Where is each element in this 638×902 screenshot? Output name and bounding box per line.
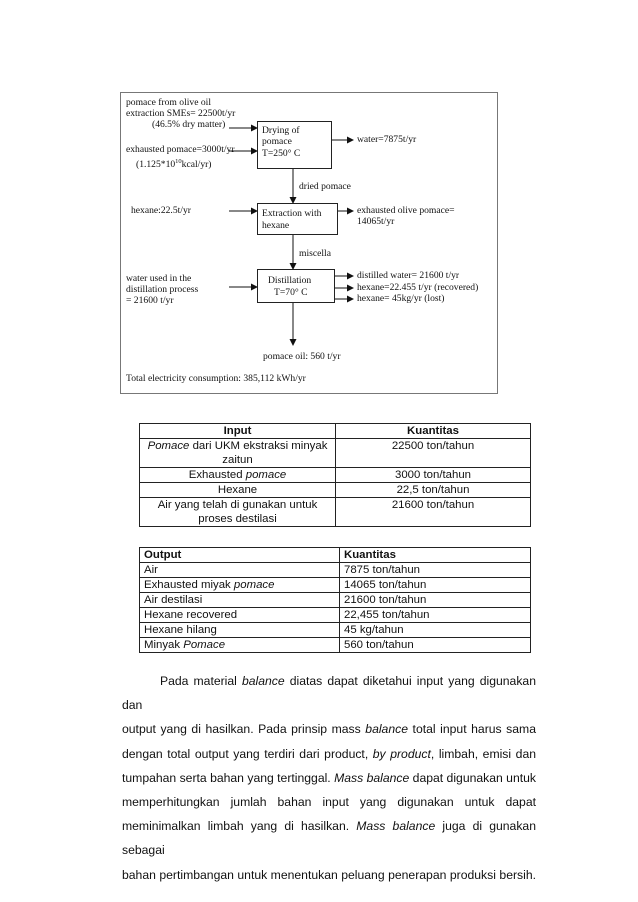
output-label: Air	[140, 563, 340, 578]
distillation-label-line2: T=70° C	[274, 287, 308, 298]
extraction-label-line2: hexane	[262, 220, 290, 231]
output-pomace-oil: pomace oil: 560 t/yr	[263, 351, 341, 362]
input-pomace-line1: pomace from olive oil	[126, 97, 211, 108]
output-hexane-lost: hexane= 45kg/yr (lost)	[357, 293, 445, 304]
input-label: Hexane	[140, 483, 336, 498]
table-row	[140, 638, 531, 653]
paragraph-line: output yang di hasilkan. Pada prinsip mass balance total input harus sama	[122, 722, 536, 737]
paragraph-line: tumpahan serta bahan yang tertinggal. Mass balance dapat digunakan untuk	[122, 770, 537, 785]
input-value: 3000 ton/tahun	[336, 468, 531, 483]
output-value: 21600 ton/tahun	[340, 593, 531, 608]
table-row	[140, 468, 531, 483]
output-label: Hexane recovered	[140, 608, 340, 623]
output-label: Hexane hilang	[140, 623, 340, 638]
output-header: Output	[140, 548, 340, 563]
input-table	[139, 423, 531, 527]
output-label: Exhausted miyak pomace	[140, 578, 340, 593]
input-value: 22,5 ton/tahun	[336, 483, 531, 498]
input-water-line3: = 21600 t/yr	[126, 295, 174, 306]
input-value: 21600 ton/tahun	[336, 498, 531, 527]
body-paragraph	[122, 669, 536, 887]
quantity-header: Kuantitas	[340, 548, 531, 563]
table-row	[140, 593, 531, 608]
electricity-consumption: Total electricity consumption: 385,112 kWh/yr	[126, 373, 306, 384]
output-exhausted-line1: exhausted olive pomace=	[357, 205, 455, 216]
input-exhausted-line2: $(1.125*10^{10}kcal/yr)$	[136, 158, 212, 170]
input-label: Exhausted pomace	[140, 468, 336, 483]
table-header-row	[140, 424, 531, 439]
output-hexane-recovered: hexane=22.455 t/yr (recovered)	[357, 282, 479, 293]
paragraph-line: meminimalkan limbah yang di hasilkan. Mass balance juga di gunakan sebagai	[122, 819, 536, 858]
input-pomace-line3: (46.5% dry matter)	[152, 119, 226, 130]
drying-label-line3: T=250° C	[262, 148, 301, 159]
mass-balance-diagram	[120, 92, 498, 394]
input-value: 22500 ton/tahun	[336, 439, 531, 468]
drying-label-line2: pomace	[262, 136, 292, 147]
input-water-line2: distillation process	[126, 284, 199, 295]
quantity-header: Kuantitas	[336, 424, 531, 439]
output-table	[139, 547, 531, 653]
paragraph-line: Pada material balance diatas dapat diketahui input yang digunakan dan	[122, 674, 536, 713]
output-distilled-water: distilled water= 21600 t/yr	[357, 270, 460, 281]
input-label: Air yang telah di gunakan untuk proses destilasi	[140, 498, 336, 527]
table-row	[140, 483, 531, 498]
paragraph-line: dengan total output yang terdiri dari product, by product, limbah, emisi dan	[122, 746, 537, 761]
distillation-label-line1: Distillation	[268, 275, 312, 286]
input-label: Pomace dari UKM ekstraksi minyak zaitun	[140, 439, 336, 468]
output-value: 7875 ton/tahun	[340, 563, 531, 578]
input-hexane: hexane:22.5t/yr	[131, 205, 191, 216]
output-value: 560 ton/tahun	[340, 638, 531, 653]
table-row	[140, 623, 531, 638]
output-value: 45 kg/tahun	[340, 623, 531, 638]
extraction-label-line1: Extraction with	[262, 208, 322, 219]
paragraph-line: memperhitungkan jumlah bahan input yang digunakan untuk dapat	[122, 795, 536, 810]
table-row	[140, 563, 531, 578]
table-row	[140, 578, 531, 593]
output-label: Air destilasi	[140, 593, 340, 608]
flow-dried-pomace: dried pomace	[299, 181, 351, 192]
table-row	[140, 439, 531, 468]
table-row	[140, 608, 531, 623]
paragraph-line: bahan pertimbangan untuk menentukan peluang penerapan produksi bersih.	[122, 867, 536, 882]
input-pomace-line2: extraction SMEs= 22500t/yr	[126, 108, 236, 119]
drying-label-line1: Drying of	[262, 125, 300, 136]
output-exhausted-line2: 14065t/yr	[357, 216, 395, 227]
output-value: 22,455 ton/tahun	[340, 608, 531, 623]
input-header: Input	[140, 424, 336, 439]
output-water: water=7875t/yr	[357, 134, 417, 145]
input-exhausted-line1: exhausted pomace=3000t/yr	[126, 144, 235, 155]
input-water-line1: water used in the	[126, 273, 192, 284]
flow-miscella: miscella	[299, 248, 331, 259]
output-label: Minyak Pomace	[140, 638, 340, 653]
table-header-row	[140, 548, 531, 563]
table-row	[140, 498, 531, 527]
output-value: 14065 ton/tahun	[340, 578, 531, 593]
